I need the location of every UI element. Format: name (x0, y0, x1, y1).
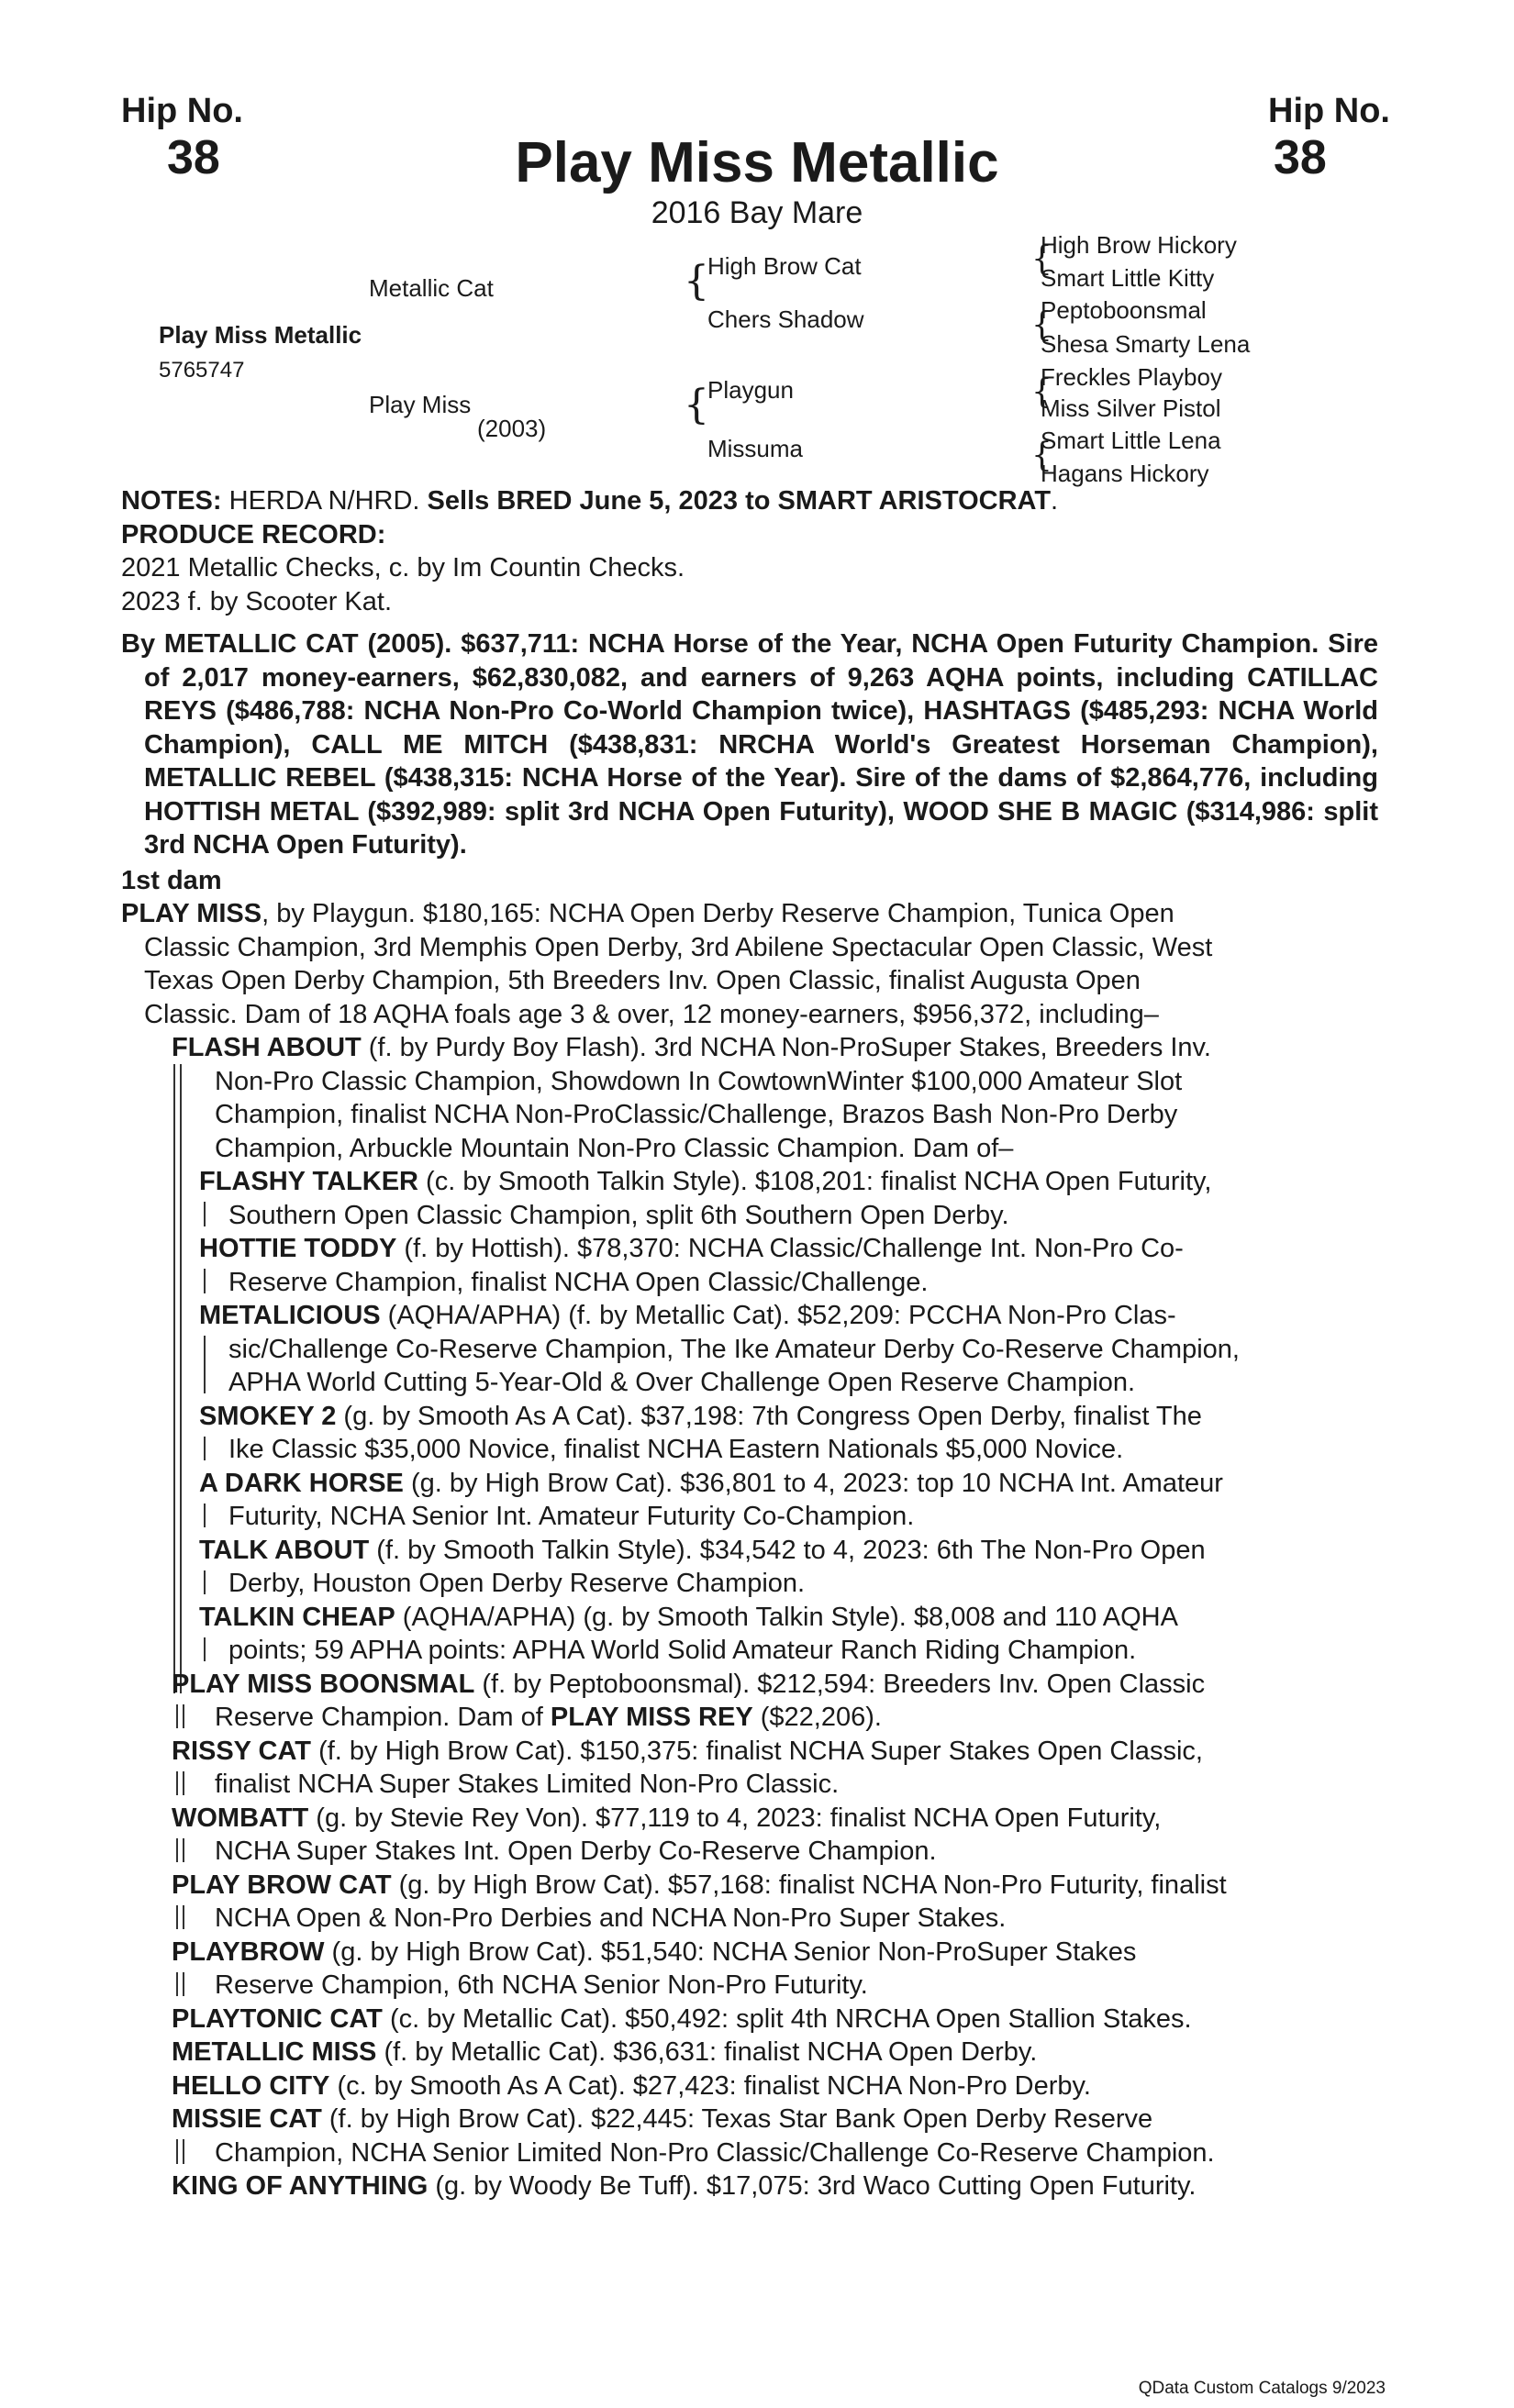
produce-entry (121, 2003, 1378, 2036)
lineage-bar (204, 1504, 206, 1528)
pedigree-ds-sire: Freckles Playboy (1041, 363, 1222, 391)
entry-first-line (121, 1802, 1378, 1836)
first-dam-line: Classic. Dam of 18 AQHA foals age 3 & over, 12 money-earners, $956,372, including– (144, 999, 1159, 1029)
entry-first-line (121, 1534, 1378, 1568)
brace-sire: { (684, 258, 709, 305)
entry-name: HOTTIE TODDY (199, 1234, 397, 1263)
entry-text: (AQHA/APHA) (g. by Smooth Talkin Style). $8,008 and 110 AQHA (395, 1602, 1178, 1632)
entry-cont-line (121, 1634, 1378, 1668)
entry-text: (g. by Stevie Rey Von). $77,119 to 4, 2023: finalist NCHA Open Futurity, (308, 1803, 1162, 1833)
lineage-bar (204, 1570, 206, 1595)
entry-cont-text: finalist NCHA Super Stakes Limited Non-Pro Classic. (215, 1770, 840, 1799)
produce-entry (121, 1400, 1378, 1467)
pedigree-ds-dam: Miss Silver Pistol (1041, 394, 1221, 422)
produce-entry (121, 1735, 1378, 1802)
first-dam-line: Texas Open Derby Champion, 5th Breeders Inv. Open Classic, finalist Augusta Open (144, 966, 1141, 995)
produce-record-label: PRODUCE RECORD: (121, 519, 386, 549)
produce-entry (121, 1165, 1378, 1232)
entry-cont-line (121, 1199, 1378, 1233)
entry-cont-text: APHA World Cutting 5-Year-Old & Over Challenge Open Reserve Champion. (228, 1368, 1136, 1397)
lineage-bar (176, 2139, 184, 2164)
entry-cont-line (121, 2136, 1378, 2170)
produce-entry (121, 2169, 1378, 2203)
entry-cont-line (121, 1701, 1378, 1735)
lineage-bar (176, 1704, 184, 1729)
entry-name: METALICIOUS (199, 1301, 381, 1330)
entry-cont-line (121, 1433, 1378, 1467)
hip-number-left: 38 (167, 131, 220, 184)
entry-text: (c. by Metallic Cat). $50,492: split 4th NRCHA Open Stallion Stakes. (382, 2003, 1192, 2034)
pedigree-dam: Play Miss (369, 391, 472, 418)
entry-name: METALLIC MISS (172, 2037, 377, 2067)
entry-text: (f. by Smooth Talkin Style). $34,542 to 4, 2023: 6th The Non-Pro Open (369, 1535, 1206, 1565)
entry-first-line (121, 1467, 1378, 1501)
lineage-bar (204, 1202, 206, 1226)
first-dam-heading: 1st dam (121, 865, 222, 895)
entry-text: (f. by Metallic Cat). $36,631: finalist NCHA Open Derby. (376, 2037, 1038, 2067)
notes-end: . (1051, 486, 1059, 516)
entry-text: (g. by Woody Be Tuff). $17,075: 3rd Waco Cutting Open Futurity. (428, 2171, 1197, 2201)
notes-text: HERDA N/HRD. (221, 486, 428, 516)
lineage-bar (204, 1437, 206, 1461)
brace-dam: { (684, 382, 709, 428)
notes-bred: Sells BRED June 5, 2023 to SMART ARISTOCRAT (427, 486, 1052, 516)
produce-entry (121, 1232, 1378, 1299)
footer-credit: QData Custom Catalogs 9/2023 (1138, 2379, 1386, 2398)
pedigree-registration: 5765747 (159, 358, 245, 383)
entry-text: (c. by Smooth Talkin Style). $108,201: finalist NCHA Open Futurity, (417, 1167, 1212, 1196)
entry-first-line (121, 1165, 1378, 1199)
lineage-bar (204, 1637, 206, 1662)
entry-first-line (121, 1031, 1378, 1065)
entry-cont-line (121, 1969, 1378, 2003)
produce-entry (121, 2036, 1378, 2070)
produce-entry (121, 1534, 1378, 1601)
pedigree-sire-dam: Chers Shadow (707, 305, 864, 333)
first-dam-name: PLAY MISS (121, 899, 262, 928)
entry-first-line (121, 2003, 1378, 2036)
produce-entry (121, 2070, 1378, 2103)
catalog-body (121, 484, 1378, 2203)
produce-item: 2023 f. by Scooter Kat. (121, 586, 393, 616)
entry-name: SMOKEY 2 (199, 1401, 337, 1431)
entry-cont-line: Champion, Arbuckle Mountain Non-Pro Classic Champion. Dam of– (215, 1133, 1014, 1163)
brace-ds: { (1031, 373, 1052, 411)
entry-cont-text: Southern Open Classic Champion, split 6th Southern Open Derby. (228, 1200, 1009, 1230)
notes-label: NOTES: (121, 486, 222, 516)
produce-entry (121, 1467, 1378, 1534)
entry-cont-bold: PLAY MISS REY (550, 1703, 753, 1732)
entry-name: TALKIN CHEAP (199, 1602, 395, 1632)
entry-first-line (121, 1735, 1378, 1769)
entry-first-line (121, 1299, 1378, 1333)
horse-description: 2016 Bay Mare (651, 195, 863, 230)
entry-cont-text: points; 59 APHA points: APHA World Solid Amateur Ranch Riding Champion. (228, 1636, 1137, 1665)
entry-first-line (121, 1232, 1378, 1266)
entry-name: WOMBATT (172, 1803, 309, 1833)
sire-paragraph: By METALLIC CAT (2005). $637,711: NCHA Horse of the Year, NCHA Open Futurity Champion. Sire of 2,017 money-earners, $62,830,082, and earners of 9,263 AQHA points, including CATILLAC REYS ($486,788: NCHA Non-Pro Co-World Champion twice), HASHTAGS ($485,293: NCHA World Champion), CALL ME MITCH ($438,831: NRCHA World's Greatest Horseman Champion), METALLIC REBEL ($438,315: NCHA Horse of the Year). Sire of the dams of $2,864,776, including HOTTISH METAL ($392,989: split 3rd NCHA Open Futurity), WOOD SHE B MAGIC ($314,986: split 3rd NCHA Open Futurity). (121, 629, 1378, 860)
produce-list (121, 1668, 1378, 2203)
entry-cont-line (121, 1902, 1378, 1936)
entry-cont-text: Reserve Champion, 6th NCHA Senior Non-Pro Futurity. (215, 1970, 868, 2000)
entry-cont-line (121, 1768, 1378, 1802)
lineage-bar (204, 1269, 206, 1293)
entry-name: PLAYTONIC CAT (172, 2003, 383, 2034)
lineage-bar (176, 1972, 184, 1997)
entry-text: (f. by High Brow Cat). $22,445: Texas Star Bank Open Derby Reserve (321, 2104, 1153, 2134)
entry-text: (AQHA/APHA) (f. by Metallic Cat). $52,209: PCCHA Non-Pro Clas- (380, 1301, 1176, 1330)
entry-name: PLAY MISS BOONSMAL (172, 1669, 475, 1699)
produce-entry (121, 1299, 1378, 1400)
pedigree-subject: Play Miss Metallic (159, 321, 362, 349)
lineage-bar (176, 1771, 184, 1796)
entry-cont-text: Futurity, NCHA Senior Int. Amateur Futurity Co-Champion. (228, 1502, 915, 1531)
entry-cont-text: Reserve Champion, finalist NCHA Open Classic/Challenge. (228, 1267, 929, 1297)
produce-entry-flash-about (121, 1031, 1378, 1668)
entry-cont-line (121, 1266, 1378, 1300)
notes-line (121, 484, 1378, 518)
pedigree-sd-sire: Peptoboonsmal (1041, 296, 1207, 324)
entry-first-line (121, 1936, 1378, 1970)
hip-number-right: 38 (1274, 131, 1327, 184)
entry-name: PLAY BROW CAT (172, 1870, 392, 1900)
entry-cont-line (121, 1835, 1378, 1869)
pedigree-dd-sire: Smart Little Lena (1041, 427, 1221, 454)
entry-cont-text: sic/Challenge Co-Reserve Champion, The Ike Amateur Derby Co-Reserve Champion, (228, 1334, 1240, 1364)
produce-item: 2021 Metallic Checks, c. by Im Countin Checks. (121, 553, 685, 583)
entry-cont-line (121, 1366, 1378, 1400)
brace-ss: { (1031, 240, 1052, 278)
entry-name: TALK ABOUT (199, 1535, 370, 1565)
entry-cont-text: Derby, Houston Open Derby Reserve Champion. (228, 1569, 806, 1598)
produce-entry (121, 1668, 1378, 1735)
entry-text: (f. by Peptoboonsmal). $212,594: Breeders Inv. Open Classic (474, 1669, 1206, 1699)
entry-name: RISSY CAT (172, 1736, 312, 1766)
lineage-bar (204, 1336, 206, 1393)
first-dam-line: Classic Champion, 3rd Memphis Open Derby, 3rd Abilene Spectacular Open Classic, West (144, 932, 1213, 962)
entry-text: (g. by High Brow Cat). $36,801 to 4, 2023: top 10 NCHA Int. Amateur (403, 1468, 1223, 1498)
produce-entry (121, 1869, 1378, 1936)
entry-first-line (121, 2036, 1378, 2070)
entry-text: (f. by High Brow Cat). $150,375: finalist NCHA Super Stakes Open Classic, (311, 1736, 1203, 1766)
entry-cont-text: Reserve Champion. Dam of (215, 1703, 551, 1732)
produce-entry (121, 1936, 1378, 2003)
pedigree-sd-dam: Shesa Smarty Lena (1041, 330, 1251, 358)
entry-text: (g. by High Brow Cat). $51,540: NCHA Senior Non-ProSuper Stakes (324, 1936, 1137, 1967)
pedigree-ss-sire: High Brow Hickory (1041, 231, 1237, 259)
produce-entry (121, 1802, 1378, 1869)
produce-entry (121, 2103, 1378, 2169)
entry-name: A DARK HORSE (199, 1468, 404, 1498)
entry-text: (g. by High Brow Cat). $57,168: finalist NCHA Non-Pro Futurity, finalist (391, 1870, 1227, 1900)
pedigree-dam-dam: Missuma (707, 435, 804, 462)
entry-first-line (121, 2169, 1378, 2203)
lineage-bar (176, 1905, 184, 1930)
produce-entry (121, 1601, 1378, 1668)
pedigree-sire-sire: High Brow Cat (707, 252, 862, 280)
entry-name: FLASHY TALKER (199, 1167, 418, 1196)
entry-name: HELLO CITY (172, 2070, 330, 2101)
pedigree-sire: Metallic Cat (369, 274, 494, 302)
pedigree-dd-dam: Hagans Hickory (1041, 460, 1209, 487)
entry-cont-text: NCHA Super Stakes Int. Open Derby Co-Reserve Champion. (215, 1837, 937, 1866)
entry-text: (c. by Smooth As A Cat). $27,423: finalist NCHA Non-Pro Derby. (329, 2070, 1091, 2101)
entry-cont-text: Ike Classic $35,000 Novice, finalist NCHA Eastern Nationals $5,000 Novice. (228, 1435, 1124, 1464)
entry-first-line (121, 1601, 1378, 1635)
entry-first-line (121, 2103, 1378, 2136)
entry-cont-line (121, 1500, 1378, 1534)
lineage-bar (176, 1838, 184, 1863)
horse-name-title: Play Miss Metallic (515, 131, 999, 194)
entry-text: (g. by Smooth As A Cat). $37,198: 7th Congress Open Derby, finalist The (336, 1401, 1202, 1431)
entry-first-line (121, 2070, 1378, 2103)
entry-name: KING OF ANYTHING (172, 2171, 429, 2201)
pedigree-ss-dam: Smart Little Kitty (1041, 264, 1215, 292)
entry-name: PLAYBROW (172, 1936, 325, 1967)
first-dam-line (121, 897, 1378, 931)
hip-label-right: Hip No. (1268, 92, 1390, 130)
pedigree-dam-year: (2003) (477, 415, 547, 442)
brace-sd: { (1031, 306, 1052, 344)
entry-text: (f. by Hottish). $78,370: NCHA Classic/Challenge Int. Non-Pro Co- (396, 1234, 1184, 1263)
first-dam-text: , by Playgun. $180,165: NCHA Open Derby Reserve Champion, Tunica Open (262, 899, 1174, 928)
entry-cont-line (121, 1567, 1378, 1601)
entry-cont-line: Non-Pro Classic Champion, Showdown In CowtownWinter $100,000 Amateur Slot (215, 1066, 1183, 1096)
entry-cont-text: NCHA Open & Non-Pro Derbies and NCHA Non-Pro Super Stakes. (215, 1903, 1007, 1933)
entry-cont-text: Champion, NCHA Senior Limited Non-Pro Classic/Challenge Co-Reserve Champion. (215, 2137, 1215, 2168)
entry-text: (f. by Purdy Boy Flash). 3rd NCHA Non-ProSuper Stakes, Breeders Inv. (361, 1033, 1211, 1062)
entry-cont-tail: ($22,206). (752, 1703, 882, 1732)
entry-name: FLASH ABOUT (172, 1033, 362, 1062)
brace-dd: { (1031, 437, 1052, 474)
pedigree-dam-sire: Playgun (707, 376, 794, 404)
entry-name: MISSIE CAT (172, 2104, 322, 2134)
entry-first-line (121, 1400, 1378, 1434)
grand-produce-list (121, 1165, 1378, 1668)
entry-first-line (121, 1869, 1378, 1903)
entry-first-line (121, 1668, 1378, 1702)
entry-cont-line: Champion, finalist NCHA Non-ProClassic/Challenge, Brazos Bash Non-Pro Derby (215, 1100, 1178, 1129)
entry-cont-line (121, 1333, 1378, 1367)
hip-label-left: Hip No. (121, 92, 243, 130)
